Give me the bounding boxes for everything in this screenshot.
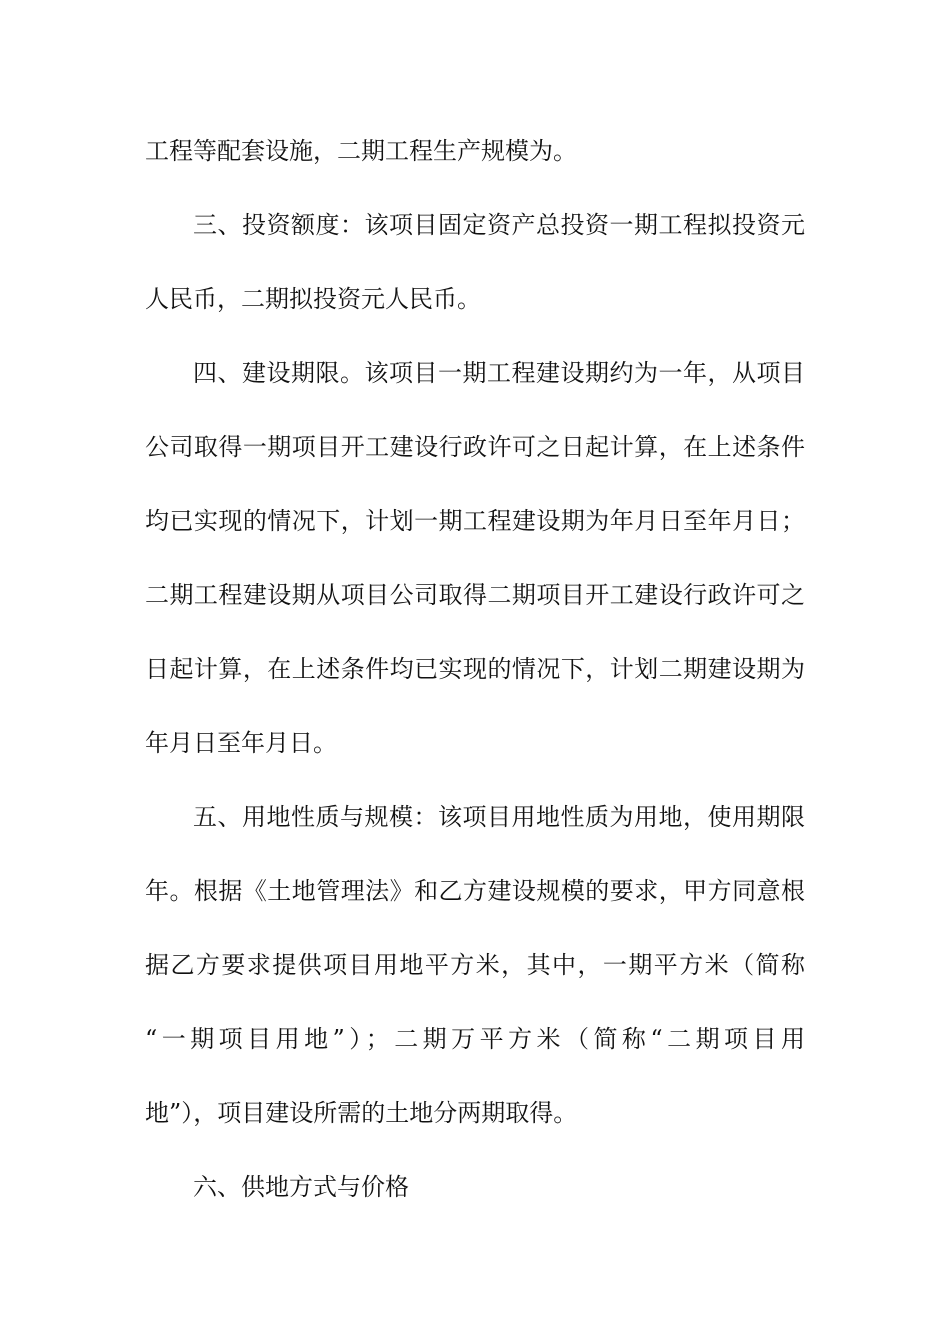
text-line-7: 二期工程建设期从项目公司取得二期项目开工建设行政许可之 [145,581,805,609]
text-line-12: 据乙方要求提供项目用地平方米，其中，一期平方米（简称 [145,951,805,979]
text-line-11: 年。根据《土地管理法》和乙方建设规模的要求，甲方同意根 [145,877,805,905]
text-line-8: 日起计算，在上述条件均已实现的情况下，计划二期建设期为 [145,655,805,683]
text-line-9: 年月日至年月日。 [145,729,337,757]
text-line-5: 公司取得一期项目开工建设行政许可之日起计算，在上述条件 [145,433,805,461]
text-line-4: 四、建设期限。该项目一期工程建设期约为一年，从项目 [193,359,805,387]
text-line-2: 三、投资额度：该项目固定资产总投资一期工程拟投资元 [193,211,805,239]
text-line-3: 人民币，二期拟投资元人民币。 [145,285,481,313]
text-line-6: 均已实现的情况下，计划一期工程建设期为年月日至年月日； [145,507,805,535]
text-line-1: 工程等配套设施，二期工程生产规模为。 [145,137,577,165]
text-line-10: 五、用地性质与规模：该项目用地性质为用地，使用期限 [193,803,805,831]
text-line-13: “一期项目用地”）；二期万平方米（简称“二期项目用 [145,1025,805,1053]
text-line-15: 六、供地方式与价格 [193,1173,409,1201]
text-line-14: 地”），项目建设所需的土地分两期取得。 [145,1099,578,1127]
